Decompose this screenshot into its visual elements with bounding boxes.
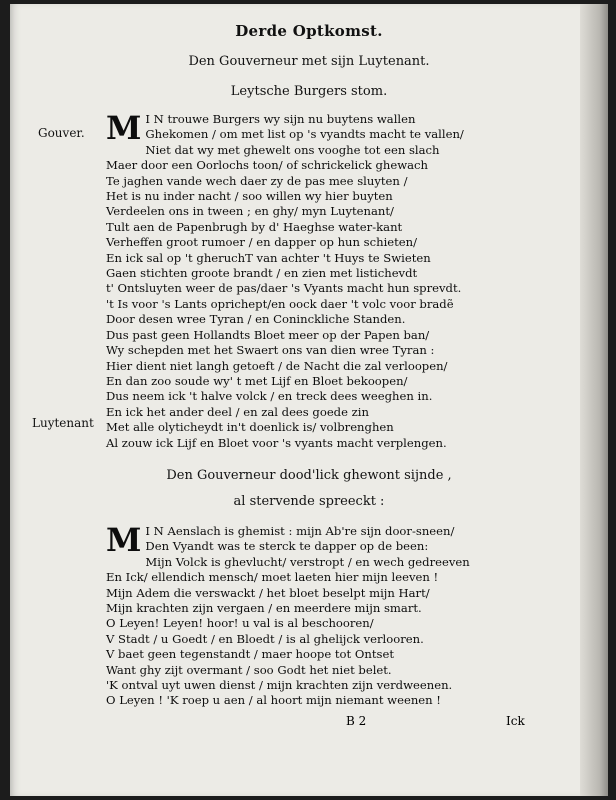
verse-line: Mijn Adem die verswackt / het bloet beselpt mijn Hart/ (106, 585, 430, 600)
verse-line: O Leyen ! 'K roep u aen / al hoort mijn niemant weenen ! (106, 693, 441, 708)
speaker-label-gouverneur: Gouver. (38, 126, 85, 140)
verse-line: V Stadt / u Goedt / en Bloedt / is al ghelijck verlooren. (106, 631, 424, 646)
verse-line: En ick het ander deel / en zal dees goede zin (106, 404, 369, 419)
verse-line: O Leyen! Leyen! hoor! u val is al beschooren/ (106, 616, 374, 631)
dropcap: M (106, 521, 142, 559)
verse-line: Verheffen groot rumoer / en dapper op hun schieten/ (106, 235, 418, 250)
verse-line: 't Is voor 's Lants oprichept/en oock daer 't volc voor bradẽ (106, 296, 454, 311)
verse-line: Verdeelen ons in tween ; en ghy/ myn Luytenant/ (106, 204, 394, 219)
book-page (10, 4, 608, 796)
verse-line: I N trouwe Burgers wy sijn nu buytens wallen (145, 112, 416, 126)
verse-line: Ghekomen / om met list op 's vyandts macht te vallen/ (145, 127, 464, 142)
stage-direction-continued: al stervende spreeckt : (233, 494, 385, 509)
verse-line: Dus past geen Hollandts Bloet meer op der Papen ban/ (106, 327, 430, 342)
verse-line: I N Aenslach is ghemist : mijn Ab're sijn door-sneen/ (145, 524, 455, 538)
verse-line: En ick sal op 't gheruchT van achter 't Huys te Swieten (106, 250, 431, 265)
verse-block-one (106, 109, 546, 451)
verse-block-two (106, 521, 546, 709)
verse-line: Want ghy zijt overmant / soo Godt het niet belet. (106, 662, 392, 677)
verse-line: Al zouw ick Lijf en Bloet voor 's vyants macht verplengen. (106, 435, 447, 450)
signature-mark: B 2 (346, 714, 367, 728)
verse-line: Met alle olyticheydt in't doenlick is/ volbrenghen (106, 420, 394, 435)
dropcap: M (106, 109, 142, 147)
verse-line: Te jaghen vande wech daer zy de pas mee sluyten / (106, 173, 408, 188)
verse-line: Maer door een Oorlochs toon/ of schrickelick ghewach (106, 158, 429, 173)
verse-line: Het is nu inder nacht / soo willen wy hier buyten (106, 189, 393, 204)
verse-line: 'K ontval uyt uwen dienst / mijn krachten zijn verdweenen. (106, 678, 453, 693)
verse-line: Hier dient niet langh getoeft / de Nacht die zal verloopen/ (106, 358, 448, 373)
verse-line: Mijn Volck is ghevlucht/ verstropt / en wech gedreeven (145, 554, 470, 569)
verse-line: Mijn krachten zijn vergaen / en meerdere mijn smart. (106, 601, 422, 616)
chorus-note: Leytsche Burgers stom. (230, 84, 388, 99)
verse-line: Gaen stichten groote brandt / en zien met listichevdt (106, 266, 418, 281)
verse-line: t' Ontsluyten weer de pas/daer 's Vyants macht hun sprevdt. (106, 281, 462, 296)
speaker-label-luytenant: Luytenant (32, 416, 94, 430)
act-heading: Derde Optkomst. (235, 22, 383, 40)
verse-line: V baet geen tegenstandt / maer hoope tot Ontset (106, 647, 394, 662)
verse-line: Wy schepden met het Swaert ons van dien wree Tyran : (106, 343, 435, 358)
verse-line: En Ick/ ellendich mensch/ moet laeten hier mijn leeven ! (106, 570, 439, 585)
verse-line: Door desen wree Tyran / en Coninckliche Standen. (106, 312, 406, 327)
verse-line: En dan zoo soude wy' t met Lijf en Bloet bekoopen/ (106, 373, 408, 388)
stage-direction: Den Gouverneur dood'lick ghewont sijnde , (166, 468, 452, 483)
verse-line: Den Vyandt was te sterck te dapper op de been: (145, 539, 429, 554)
verse-line: Dus neem ick 't halve volck / en treck dees weeghen in. (106, 389, 433, 404)
scene-characters: Den Gouverneur met sijn Luytenant. (188, 54, 430, 69)
verse-line: Tult aen de Papenbrugh by d' Haeghse water-kant (106, 219, 403, 234)
catchword: Ick (506, 714, 525, 728)
verse-line: Niet dat wy met ghewelt ons vooghe tot een slach (145, 142, 440, 157)
page-spine-shadow (580, 4, 608, 796)
